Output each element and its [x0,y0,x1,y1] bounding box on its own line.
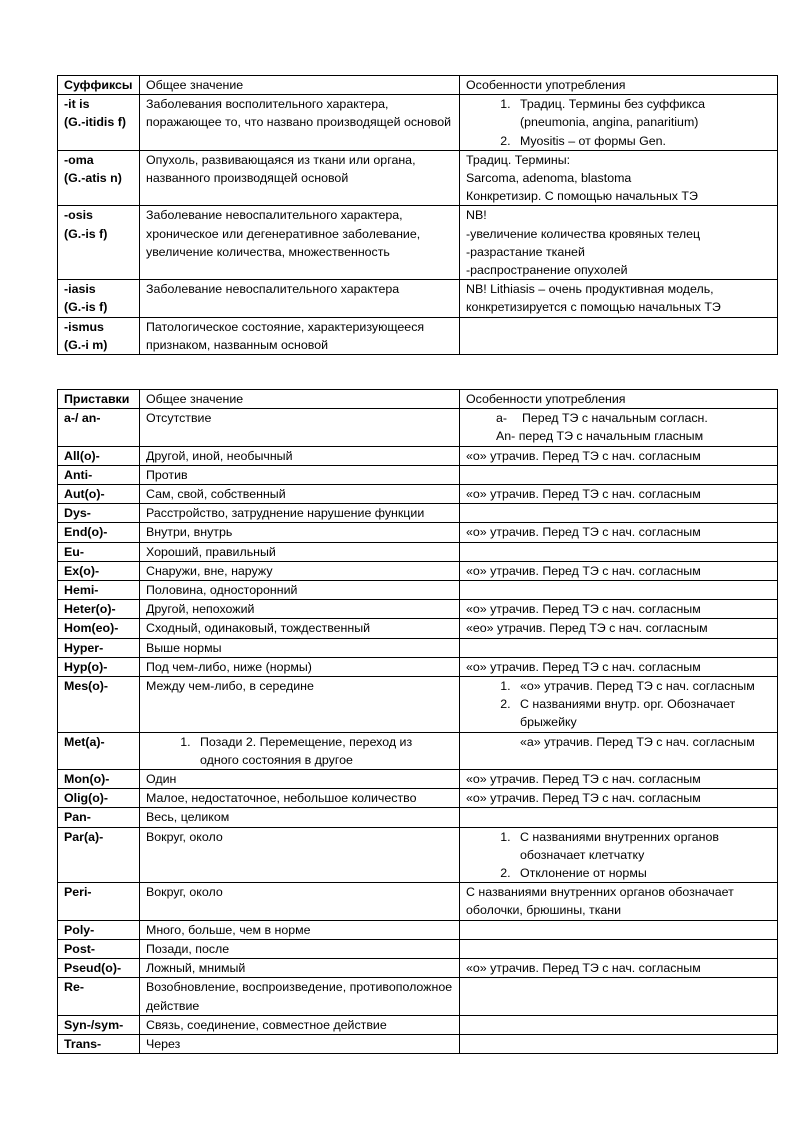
meaning-cell: Патологическое состояние, характеризующееся признаком, названным основой [140,317,460,354]
table-row [58,95,778,151]
numbered-list [146,733,454,769]
suffix-text: (G.-atis n) [64,171,122,186]
prefix-cell: a-/ an- [58,409,140,446]
prefix-cell: Hyp(o)- [58,657,140,676]
usage-line: Sarcoma, adenoma, blastoma [466,171,632,186]
prefix-cell: Dys- [58,504,140,523]
list-item: An- перед ТЭ с начальным гласным [496,429,704,444]
meaning-cell: Заболевания восполительного характера, поражающее то, что названо производящей основой [140,95,460,151]
meaning-cell: Сам, свой, собственный [140,485,460,504]
meaning-cell: Заболевание невоспалительного характера, хроническое или дегенеративное заболевание, увеличение количества, множественность [140,206,460,280]
header-cell: Суффиксы [58,76,140,95]
meaning-cell: Малое, недостаточное, небольшое количество [140,789,460,808]
prefix-cell: Par(a)- [58,827,140,883]
table-row [58,542,778,561]
table-row [58,446,778,465]
table-row [58,638,778,657]
prefix-cell: Hyper- [58,638,140,657]
table-row [58,939,778,958]
usage-cell [460,920,778,939]
usage-line: Традиц. Термины: [466,152,571,167]
usage-cell [460,206,778,280]
header-cell: Особенности употребления [460,390,778,409]
suffix-cell [58,206,140,280]
usage-cell [460,542,778,561]
prefix-cell: Eu- [58,542,140,561]
table-header-row [58,76,778,95]
usage-cell [460,1034,778,1053]
usage-cell [460,504,778,523]
prefix-cell: Heter(o)- [58,600,140,619]
usage-cell: «о» утрачив. Перед ТЭ с нач. согласным [460,789,778,808]
usage-cell [460,677,778,733]
list-item: 1. «о» утрачив. Перед ТЭ с нач. согласным [514,677,772,695]
table-row [58,920,778,939]
table-row [58,770,778,789]
header-cell: Приставки [58,390,140,409]
meaning-cell: Внутри, внутрь [140,523,460,542]
usage-line: Конкретизир. С помощью начальных ТЭ [466,189,698,204]
usage-line: -увеличение количества кровяных телец [466,226,701,241]
meaning-cell: Под чем-либо, ниже (нормы) [140,657,460,676]
table-row [58,504,778,523]
usage-cell [460,808,778,827]
usage-cell: «о» утрачив. Перед ТЭ с нач. согласным [460,561,778,580]
usage-cell: «о» утрачив. Перед ТЭ с нач. согласным [460,485,778,504]
meaning-cell: Вокруг, около [140,883,460,920]
suffix-text: (G.-is f) [64,300,108,315]
meaning-cell: Опухоль, развивающаяся из ткани или органа, названного производящей основой [140,150,460,206]
list-item: 2. Отклонение от нормы [514,864,772,882]
usage-cell: «о» утрачив. Перед ТЭ с нач. согласным [460,657,778,676]
usage-cell: «о» утрачив. Перед ТЭ с нач. согласным [460,600,778,619]
table-row [58,485,778,504]
usage-cell [460,317,778,354]
usage-cell [460,1015,778,1034]
header-cell: Общее значение [140,76,460,95]
suffix-text: -it is [64,97,90,112]
suffix-table [57,75,778,355]
meaning-cell: Расстройство, затруднение нарушение функции [140,504,460,523]
prefix-cell: Mon(o)- [58,770,140,789]
table-row [58,978,778,1015]
suffix-cell [58,150,140,206]
meaning-cell: Позади, после [140,939,460,958]
usage-cell [460,465,778,484]
table-row [58,619,778,638]
meaning-cell: Снаружи, вне, наружу [140,561,460,580]
table-row [58,206,778,280]
usage-cell: «о» утрачив. Перед ТЭ с нач. согласным [460,770,778,789]
usage-line: -разрастание тканей [466,244,585,259]
meaning-cell: Много, больше, чем в норме [140,920,460,939]
list-item: 2. Myositis – от формы Gen. [514,132,772,150]
suffix-text: -osis [64,208,93,223]
prefix-cell: Hemi- [58,581,140,600]
header-cell: Общее значение [140,390,460,409]
prefix-cell: Poly- [58,920,140,939]
usage-cell [460,581,778,600]
lettered-list [466,409,772,445]
table-row [58,523,778,542]
suffix-text: -oma [64,152,94,167]
prefix-cell: Re- [58,978,140,1015]
table-row [58,317,778,354]
list-item: 1. Традиц. Термины без суффикса (pneumonia, angina, panaritium) [514,95,772,131]
meaning-cell: Весь, целиком [140,808,460,827]
usage-cell [460,638,778,657]
prefix-cell: Pseud(o)- [58,959,140,978]
list-item: a-Перед ТЭ с начальным согласн. [496,409,772,427]
prefix-cell: End(o)- [58,523,140,542]
prefix-table [57,389,778,1054]
meaning-cell: Против [140,465,460,484]
table-row [58,808,778,827]
suffix-text: (G.-is f) [64,226,108,241]
numbered-list [466,95,772,150]
table-row [58,150,778,206]
usage-cell [460,150,778,206]
prefix-cell: Syn-/sym- [58,1015,140,1034]
meaning-cell: Выше нормы [140,638,460,657]
table-row [58,409,778,446]
prefix-cell: Mes(o)- [58,677,140,733]
table-row [58,1034,778,1053]
suffix-text: -ismus [64,319,104,334]
meaning-cell: Связь, соединение, совместное действие [140,1015,460,1034]
suffix-cell [58,95,140,151]
meaning-cell [140,732,460,769]
table-row [58,959,778,978]
usage-cell: «о» утрачив. Перед ТЭ с нач. согласным [460,523,778,542]
meaning-cell: Через [140,1034,460,1053]
usage-cell: «ео» утрачив. Перед ТЭ с нач. согласным [460,619,778,638]
prefix-cell: Pan- [58,808,140,827]
table-header-row [58,390,778,409]
table-row [58,827,778,883]
prefix-cell: Anti- [58,465,140,484]
usage-cell: «о» утрачив. Перед ТЭ с нач. согласным [460,959,778,978]
meaning-cell: Между чем-либо, в середине [140,677,460,733]
prefix-cell: All(o)- [58,446,140,465]
usage-cell: «о» утрачив. Перед ТЭ с нач. согласным [460,446,778,465]
meaning-cell: Ложный, мнимый [140,959,460,978]
usage-cell [460,827,778,883]
meaning-cell: Вокруг, около [140,827,460,883]
prefix-cell: Peri- [58,883,140,920]
prefix-cell: Aut(o)- [58,485,140,504]
prefix-cell: Ex(o)- [58,561,140,580]
suffix-cell [58,280,140,317]
meaning-cell: Сходный, одинаковый, тождественный [140,619,460,638]
usage-line: NB! Lithiasis – очень продуктивная модель, конкретизируется с помощью начальных ТЭ [466,282,721,315]
meaning-cell: Один [140,770,460,789]
table-row [58,1015,778,1034]
table-row [58,789,778,808]
suffix-text: -iasis [64,282,96,297]
meaning-cell: Другой, непохожий [140,600,460,619]
table-row [58,883,778,920]
table-row [58,280,778,317]
usage-cell: С названиями внутренних органов обозначает оболочки, брюшины, ткани [460,883,778,920]
usage-cell [460,95,778,151]
meaning-cell: Заболевание невоспалительного характера [140,280,460,317]
table-row [58,657,778,676]
list-item: 1. С названиями внутренних органов обозначает клетчатку [514,828,772,864]
meaning-cell: Другой, иной, необычный [140,446,460,465]
usage-cell [460,978,778,1015]
usage-cell [460,409,778,446]
prefix-cell: Met(a)- [58,732,140,769]
list-marker: a- [496,411,508,426]
prefix-cell: Olig(o)- [58,789,140,808]
prefix-cell: Trans- [58,1034,140,1053]
suffix-text: (G.-i m) [64,337,108,352]
suffix-text: (G.-itidis f) [64,115,126,130]
numbered-list [466,677,772,732]
table-row [58,465,778,484]
meaning-cell: Отсутствие [140,409,460,446]
usage-cell [460,939,778,958]
table-row [58,600,778,619]
usage-cell [460,732,778,769]
usage-line: -распространение опухолей [466,263,628,278]
numbered-list [466,828,772,883]
table-row [58,732,778,769]
meaning-cell: Возобновление, воспроизведение, противоположное действие [140,978,460,1015]
prefix-cell: Post- [58,939,140,958]
table-row [58,677,778,733]
table-row [58,561,778,580]
suffix-cell [58,317,140,354]
header-cell: Особенности употребления [460,76,778,95]
table-row [58,581,778,600]
usage-cell [460,280,778,317]
usage-line: NB! [466,208,487,223]
list-item: 2. С названиями внутр. орг. Обозначает брыжейку [514,695,772,731]
usage-text: «а» утрачив. Перед ТЭ с нач. согласным [520,734,755,749]
meaning-cell: Половина, односторонний [140,581,460,600]
meaning-cell: Хороший, правильный [140,542,460,561]
prefix-cell: Hom(eo)- [58,619,140,638]
list-item: 1. Позади 2. Перемещение, переход из одного состояния в другое [194,733,454,769]
